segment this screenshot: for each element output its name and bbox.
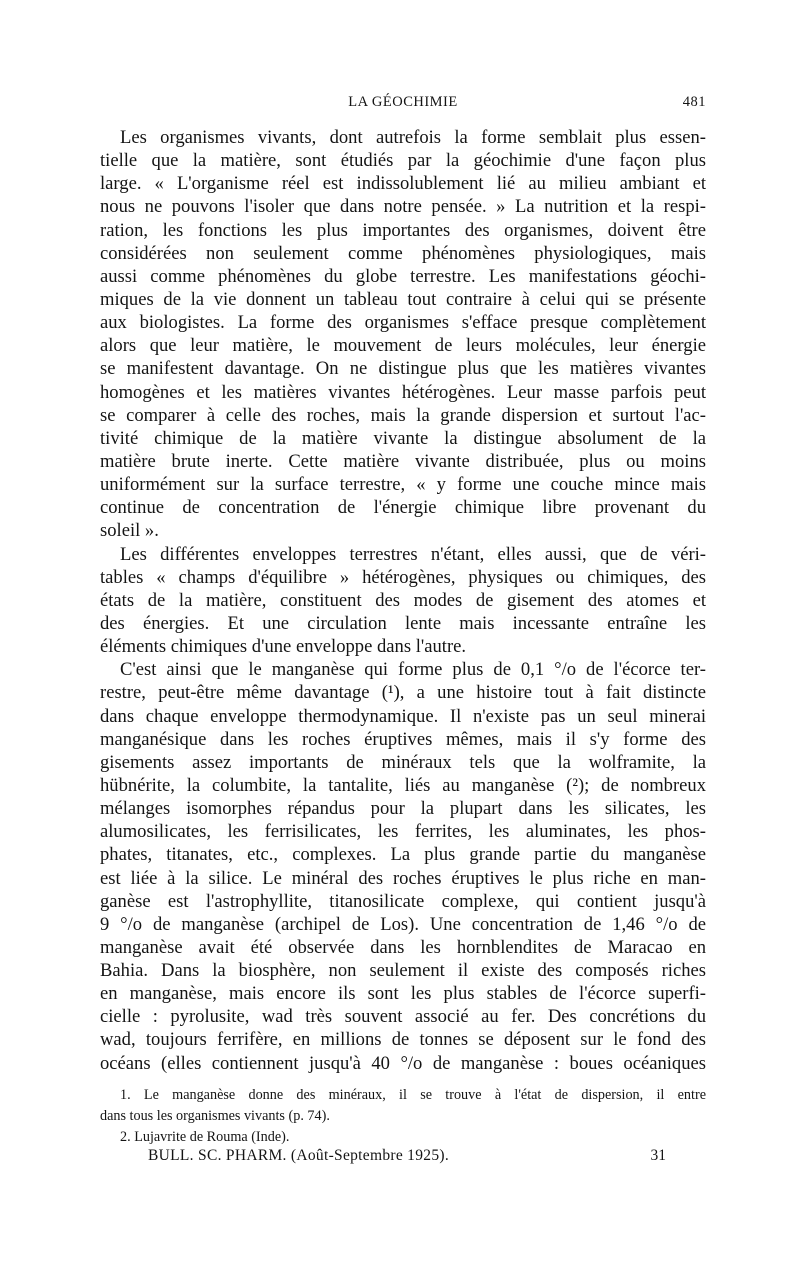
text-line: miques de la vie donnent un tableau tout contraire à celui qui se présente: [100, 288, 706, 310]
text-line: cielle : pyrolusite, wad très souvent associé au fer. Des concrétions du: [100, 1006, 706, 1028]
footnote-line: 1. Le manganèse donne des minéraux, il se trouve à l'état de dispersion, il entre: [120, 1087, 706, 1103]
text-line: océans (elles contiennent jusqu'à 40 °/o de manganèse : boues océaniques: [100, 1052, 706, 1074]
text-line: se comparer à celle des roches, mais la grande dispersion et surtout l'ac-: [100, 404, 706, 426]
text-line: gisements assez importants de minéraux tels que la wolframite, la: [100, 751, 706, 773]
running-title: LA GÉOCHIMIE: [348, 94, 458, 110]
text-line: en manganèse, mais encore ils sont les plus stables de l'écorce superfi-: [100, 983, 706, 1005]
text-line: large. « L'organisme réel est indissolublement lié au milieu ambiant et: [100, 173, 706, 195]
page-number: 481: [682, 94, 706, 110]
text-line: tivité chimique de la matière vivante la distingue absolument de la: [100, 427, 706, 449]
page-footer: [100, 1147, 706, 1171]
text-line: tielle que la matière, sont étudiés par la géochimie d'une façon plus: [100, 150, 706, 172]
text-line: considérées non seulement comme phénomènes physiologiques, mais: [100, 242, 706, 264]
text-line: continue de concentration de l'énergie chimique libre provenant du: [100, 497, 706, 519]
text-line: hübnérite, la columbite, la tantalite, liés au manganèse (²); de nombreux: [100, 774, 706, 796]
text-line: mélanges isomorphes répandus pour la plupart dans les silicates, les: [100, 798, 706, 820]
body-text: [100, 126, 706, 1075]
text-line: des énergies. Et une circulation lente mais incessante entraîne les: [100, 612, 706, 634]
text-line: aux biologistes. La forme des organismes s'efface presque complètement: [100, 312, 706, 334]
text-line: dans chaque enveloppe thermodynamique. Il n'existe pas un seul minerai: [100, 705, 706, 727]
journal-citation: BULL. SC. PHARM. (Août-Septembre 1925).: [148, 1147, 450, 1164]
text-line: tables « champs d'équilibre » hétérogènes, physiques ou chimiques, des: [100, 566, 706, 588]
text-line: se manifestent davantage. On ne distingue plus que les matières vivantes: [100, 358, 706, 380]
text-line: 9 °/o de manganèse (archipel de Los). Une concentration de 1,46 °/o de: [100, 913, 706, 935]
text-line: est liée à la silice. Le minéral des roches éruptives le plus riche en man-: [100, 867, 706, 889]
text-line: wad, toujours ferrifère, en millions de tonnes se déposent sur le fond des: [100, 1029, 706, 1051]
footnote-line: 2. Lujavrite de Rouma (Inde).: [120, 1129, 290, 1145]
text-line: phates, titanates, etc., complexes. La plus grande partie du manganèse: [100, 844, 706, 866]
sheet-number: 31: [650, 1147, 666, 1164]
text-line: aussi comme phénomènes du globe terrestre. Les manifestations géochi-: [100, 265, 706, 287]
text-line: Les différentes enveloppes terrestres n'étant, elles aussi, que de véri-: [120, 543, 706, 565]
running-header: [100, 94, 706, 116]
text-line: Bahia. Dans la biosphère, non seulement il existe des composés riches: [100, 960, 706, 982]
text-line: alumosilicates, les ferrisilicates, les ferrites, les aluminates, les phos-: [100, 821, 706, 843]
text-line: matière brute inerte. Cette matière vivante distribuée, plus ou moins: [100, 450, 706, 472]
footnotes: [100, 1085, 706, 1148]
text-line: C'est ainsi que le manganèse qui forme plus de 0,1 °/o de l'écorce ter-: [120, 659, 706, 681]
text-line: Les organismes vivants, dont autrefois la forme semblait plus essen-: [120, 127, 706, 148]
text-line: soleil ».: [100, 520, 159, 542]
text-line: nous ne pouvons l'isoler que dans notre pensée. » La nutrition et la respi-: [100, 196, 706, 218]
text-line: éléments chimiques d'une enveloppe dans l'autre.: [100, 636, 467, 658]
text-line: ganèse est l'astrophyllite, titanosilicate complexe, qui contient jusqu'à: [100, 890, 706, 912]
text-line: uniformément sur la surface terrestre, « y forme une couche mince mais: [100, 474, 706, 496]
text-line: alors que leur matière, le mouvement de leurs molécules, leur énergie: [100, 335, 706, 357]
text-line: homogènes et les matières vivantes hétérogènes. Leur masse parfois peut: [100, 381, 706, 403]
text-line: ration, les fonctions les plus importantes des organismes, doivent être: [100, 219, 706, 241]
text-line: restre, peut-être même davantage (¹), a une histoire tout à fait distincte: [100, 682, 706, 704]
text-line: états de la matière, constituent des modes de gisement des atomes et: [100, 589, 706, 611]
text-line: manganèse avait été observée dans les hornblendites de Maracao en: [100, 936, 706, 958]
footnote-line: dans tous les organismes vivants (p. 74).: [100, 1108, 330, 1124]
text-line: manganésique dans les roches éruptives mêmes, mais il s'y forme des: [100, 728, 706, 750]
